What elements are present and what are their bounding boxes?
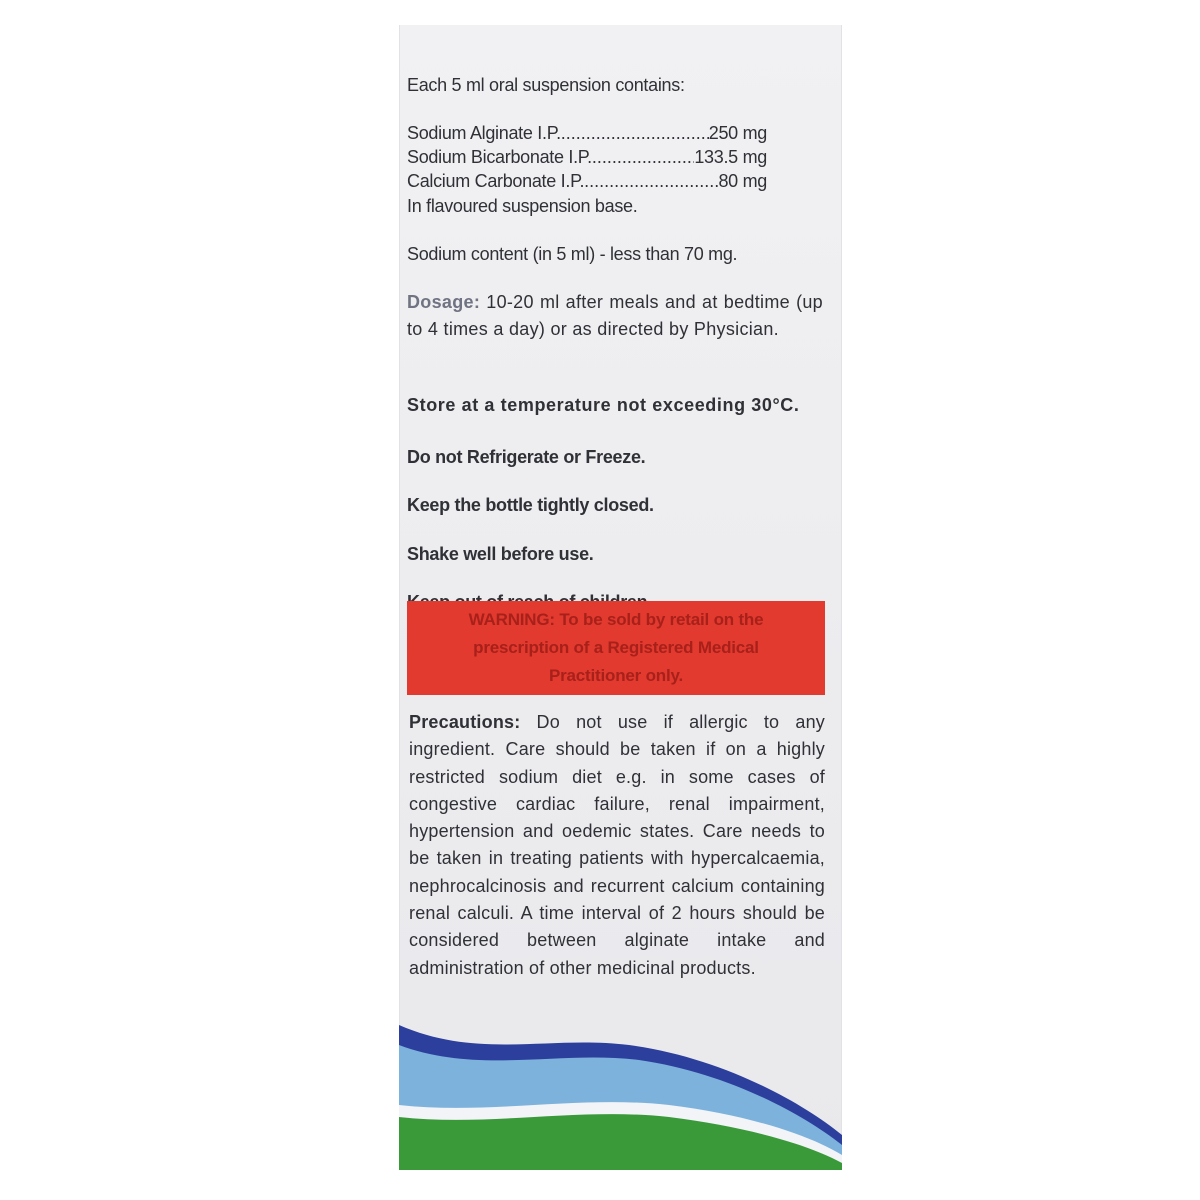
contains-heading: Each 5 ml oral suspension contains: — [407, 75, 685, 95]
dosage-block — [407, 289, 823, 343]
dosage-text: 10-20 ml after meals and at bedtime (up to 4 times a day) or as directed by Physician. — [407, 292, 823, 339]
decorative-waves — [399, 1005, 842, 1170]
ingredient-name: Sodium Alginate I.P. — [407, 123, 561, 143]
sodium-content: Sodium content (in 5 ml) - less than 70 mg. — [407, 244, 738, 264]
ingredient-name: Sodium Bicarbonate I.P. — [407, 147, 592, 167]
dot-leader — [592, 145, 694, 169]
dot-leader — [584, 169, 718, 193]
ingredient-row — [407, 121, 767, 145]
warning-box — [407, 601, 825, 695]
ingredient-value: 133.5 mg — [694, 147, 767, 167]
ingredient-row — [407, 145, 767, 169]
ingredient-row — [407, 169, 767, 193]
shake-well: Shake well before use. — [407, 544, 594, 564]
storage-freeze: Do not Refrigerate or Freeze. — [407, 447, 646, 467]
ingredient-value: 80 mg — [718, 171, 767, 191]
warning-text: WARNING: To be sold by retail on the prescription of a Registered Medical Practitioner only. — [468, 610, 764, 685]
storage-temperature: Store at a temperature not exceeding 30°C. — [407, 395, 800, 415]
base-note: In flavoured suspension base. — [407, 196, 638, 216]
ingredient-value: 250 mg — [708, 123, 767, 143]
dosage-label: Dosage: — [407, 292, 481, 312]
precautions-label: Precautions: — [409, 712, 521, 732]
precautions-block — [409, 709, 825, 982]
precautions-text: Do not use if allergic to any ingredient. Care should be taken if on a highly restricted sodium diet e.g. in some cases of congestive cardiac failure, renal impairment, hypertension and oedemic states. Care needs to be taken in treating patients with hypercalcaemia, nephrocalcinosis and recurrent calcium containing renal calculi. A time interval of 2 hours should be considered between alginate intake and administration of other medicinal products. — [409, 712, 825, 978]
ingredient-name: Calcium Carbonate I.P. — [407, 171, 585, 191]
keep-closed: Keep the bottle tightly closed. — [407, 495, 654, 515]
dot-leader — [561, 121, 709, 145]
label-panel — [399, 25, 842, 1170]
